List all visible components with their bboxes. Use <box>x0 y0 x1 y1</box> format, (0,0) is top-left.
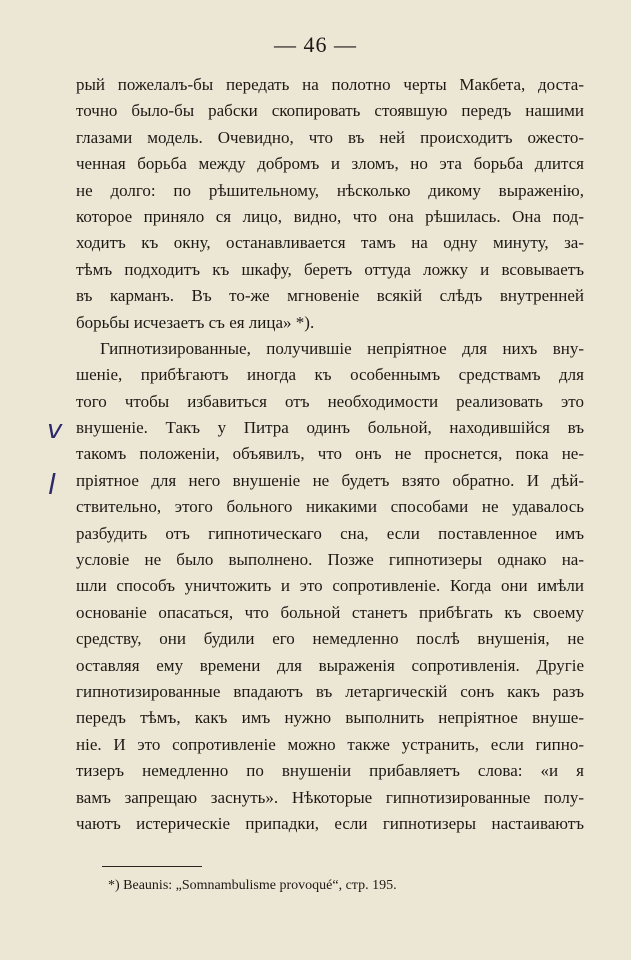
text-line: разбудить отъ гипнотическаго сна, если поставленное имъ <box>76 523 584 543</box>
text-line: вамъ запрещаю заснуть». Нѣкоторые гипнотизированные полу- <box>76 787 584 807</box>
text-line: такомъ положеніи, объявилъ, что онъ не проснется, пока не- <box>76 444 584 464</box>
text-line: шли способъ уничтожить и это сопротивленіе. Когда они имѣли <box>76 576 584 596</box>
margin-annotation-v: v <box>47 415 63 445</box>
margin-annotation-l: l <box>48 468 56 501</box>
text-line: передъ тѣмъ, какъ имъ нужно выполнить непріятное внуше- <box>76 708 584 728</box>
text-line: шеніе, прибѣгаютъ иногда къ особеннымъ средствамъ для <box>76 365 584 385</box>
text-line: рый пожелалъ-бы передать на полотно черты Макбета, доста- <box>76 75 584 94</box>
text-line: глазами модель. Очевидно, что въ ней происходитъ ожесто- <box>76 127 584 147</box>
text-line: тѣмъ подходитъ къ шкафу, беретъ оттуда ложку и всовываетъ <box>76 259 584 279</box>
text-line: средству, они будили его немедленно послѣ внушенія, не <box>76 629 584 649</box>
text-line: условіе не было выполнено. Позже гипнотизеры однако на- <box>76 550 584 570</box>
text-line: которое приняло ся лицо, видно, что она рѣшилась. Она под- <box>76 206 584 226</box>
text-line: ходитъ къ окну, останавливается тамъ на одну минуту, за- <box>76 233 584 253</box>
text-line: не долго: по рѣшительному, нѣсколько дикому выраженію, <box>76 180 584 200</box>
text-line-paragraph-start: Гипнотизированные, получившіе непріятное для нихъ вну- <box>100 338 584 358</box>
page-number: — 46 — <box>274 32 357 57</box>
text-line: оставляя ему времени для выраженія сопротивленія. Другіе <box>76 655 584 675</box>
body-text <box>76 72 584 837</box>
text-line-paragraph-end: борьбы исчезаетъ съ ея лица» *). <box>76 312 315 332</box>
text-line: чаютъ истерическіе припадки, если гипнотизеры настаиваютъ <box>76 813 584 833</box>
text-line: гипнотизированные впадаютъ въ летаргическій сонъ какъ разъ <box>76 681 584 701</box>
text-line: основаніе опасаться, что больной станетъ прибѣгать къ своему <box>76 602 584 622</box>
footnote: *) Beaunis: „Somnambulisme provoqué“, стр. 195. <box>108 878 397 893</box>
text-line: тизеръ немедленно по внушеніи прибавляетъ слова: «и я <box>76 761 584 781</box>
text-line: ствительно, этого больного никакими способами не удавалось <box>76 497 584 517</box>
text-line: ніе. И это сопротивленіе можно также устранить, если гипно- <box>76 734 584 754</box>
text-line: точно было-бы рабски скопировать стоявшую передъ нашими <box>76 101 584 121</box>
text-line: пріятное для него внушеніе не будетъ взято обратно. И дѣй- <box>76 470 584 490</box>
text-line: внушеніе. Такъ у Питра одинъ больной, находившійся въ <box>76 418 584 438</box>
text-line: въ карманъ. Въ то-же мгновеніе всякій слѣдъ внутренней <box>76 286 584 306</box>
footnote-divider <box>102 866 202 867</box>
text-line: ченная борьба между добромъ и зломъ, но эта борьба длится <box>76 154 584 174</box>
text-line: того чтобы избавиться отъ необходимости реализовать это <box>76 391 584 411</box>
